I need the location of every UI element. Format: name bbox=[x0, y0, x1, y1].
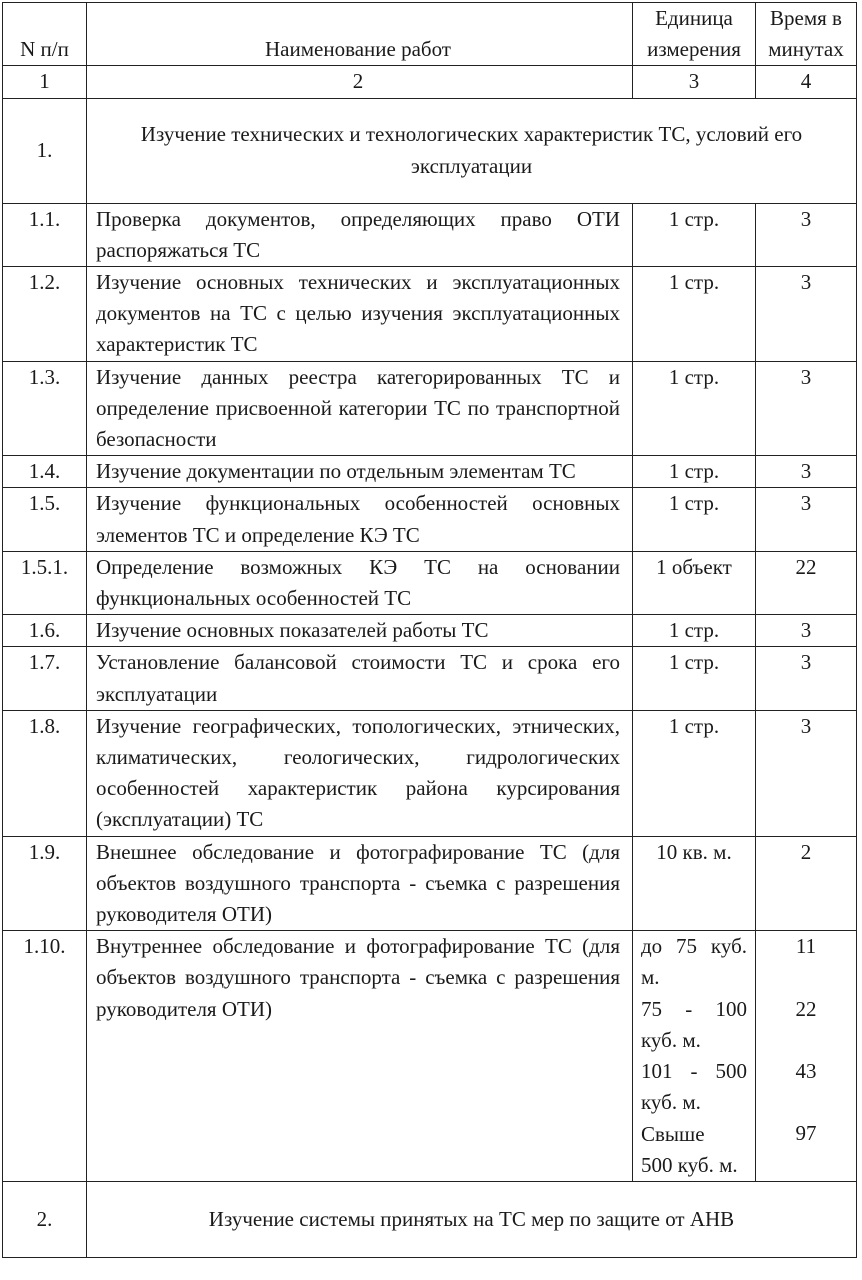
table-row bbox=[3, 488, 857, 551]
section-row bbox=[3, 98, 857, 203]
row-time: 3 bbox=[756, 615, 857, 647]
row-work-name: Изучение функциональных особенностей основных элементов ТС и определение КЭ ТС bbox=[87, 488, 633, 551]
row-work-name: Проверка документов, определяющих право ОТИ распоряжаться ТС bbox=[87, 203, 633, 266]
row-number: 1.1. bbox=[3, 203, 87, 266]
time-tier: 22 bbox=[795, 996, 817, 1021]
unit-tier-line1: 101 - 500 bbox=[641, 1059, 747, 1084]
table-row bbox=[3, 551, 857, 614]
column-number: 1 bbox=[3, 66, 87, 98]
time-tier: 97 bbox=[795, 1121, 817, 1146]
table-row bbox=[3, 836, 857, 931]
row-time: 3 bbox=[756, 710, 857, 836]
column-number: 3 bbox=[633, 66, 756, 98]
row-work-name: Изучение документации по отдельным элементам ТС bbox=[87, 456, 633, 488]
row-unit: 1 стр. bbox=[633, 488, 756, 551]
row-time: 3 bbox=[756, 647, 857, 710]
row-unit: 1 стр. bbox=[633, 710, 756, 836]
unit-tier-line2: 500 куб. м. bbox=[641, 1152, 738, 1177]
row-time: 3 bbox=[756, 203, 857, 266]
time-tier: 11 bbox=[795, 934, 817, 959]
section-row bbox=[3, 1181, 857, 1257]
row-time-list bbox=[756, 931, 857, 1182]
table-row-volume-tiers bbox=[3, 931, 857, 1182]
table-row bbox=[3, 647, 857, 710]
column-number: 2 bbox=[87, 66, 633, 98]
unit-tier-line1: до 75 куб. bbox=[641, 934, 747, 959]
table-row bbox=[3, 710, 857, 836]
row-unit: 1 стр. bbox=[633, 361, 756, 456]
table-row bbox=[3, 615, 857, 647]
header-time-line1: Время в bbox=[770, 6, 842, 30]
row-number: 1.9. bbox=[3, 836, 87, 931]
row-work-name: Изучение данных реестра категорированных ТС и определение присвоенной категории ТС по транспортной безопасности bbox=[87, 361, 633, 456]
row-number: 1.4. bbox=[3, 456, 87, 488]
header-unit bbox=[633, 3, 756, 66]
row-work-name: Установление балансовой стоимости ТС и срока его эксплуатации bbox=[87, 647, 633, 710]
section-number: 2. bbox=[3, 1181, 87, 1257]
row-time: 22 bbox=[756, 551, 857, 614]
table-row bbox=[3, 456, 857, 488]
row-number: 1.2. bbox=[3, 267, 87, 362]
row-unit: 1 стр. bbox=[633, 615, 756, 647]
header-work-name: Наименование работ bbox=[87, 3, 633, 66]
row-number: 1.5. bbox=[3, 488, 87, 551]
row-work-name: Внутреннее обследование и фотографирование ТС (для объектов воздушного транспорта - съемка с разрешения руководителя ОТИ) bbox=[87, 931, 633, 1182]
header-time-line2: минутах bbox=[768, 37, 844, 62]
row-work-name: Изучение географических, топологических, этнических, климатических, геологических, гидрологических особенностей характеристик района курсирования (эксплуатации) ТС bbox=[87, 710, 633, 836]
row-work-name: Изучение основных технических и эксплуатационных документов на ТС с целью изучения эксплуатационных характеристик ТС bbox=[87, 267, 633, 362]
row-number: 1.6. bbox=[3, 615, 87, 647]
row-number: 1.8. bbox=[3, 710, 87, 836]
row-number: 1.5.1. bbox=[3, 551, 87, 614]
row-unit-list bbox=[633, 931, 756, 1182]
column-number: 4 bbox=[756, 66, 857, 98]
row-unit: 1 стр. bbox=[633, 203, 756, 266]
row-unit: 1 стр. bbox=[633, 267, 756, 362]
unit-tier-line2: куб. м. bbox=[641, 1090, 701, 1115]
row-number: 1.3. bbox=[3, 361, 87, 456]
row-unit: 1 объект bbox=[633, 551, 756, 614]
header-unit-line1: Единица bbox=[655, 6, 733, 30]
row-unit: 1 стр. bbox=[633, 456, 756, 488]
header-number: N п/п bbox=[3, 3, 87, 66]
row-time: 3 bbox=[756, 456, 857, 488]
table-header-row bbox=[3, 3, 857, 66]
unit-tier-line1: 75 - 100 bbox=[641, 996, 747, 1021]
row-unit: 10 кв. м. bbox=[633, 836, 756, 931]
row-work-name: Определение возможных КЭ ТС на основании функциональных особенностей ТС bbox=[87, 551, 633, 614]
header-unit-line2: измерения bbox=[647, 37, 741, 62]
time-tier: 43 bbox=[795, 1059, 817, 1084]
unit-tier-line2: м. bbox=[641, 965, 660, 990]
row-number: 1.7. bbox=[3, 647, 87, 710]
row-time: 3 bbox=[756, 267, 857, 362]
column-number-row bbox=[3, 66, 857, 98]
row-time: 2 bbox=[756, 836, 857, 931]
section-title: Изучение системы принятых на ТС мер по защите от АНВ bbox=[87, 1181, 857, 1257]
section-title: Изучение технических и технологических характеристик ТС, условий его эксплуатации bbox=[87, 98, 857, 203]
section-number: 1. bbox=[3, 98, 87, 203]
row-time: 3 bbox=[756, 488, 857, 551]
unit-tier-line1: Свыше bbox=[641, 1121, 705, 1146]
row-number: 1.10. bbox=[3, 931, 87, 1182]
unit-tier-line2: куб. м. bbox=[641, 1027, 701, 1052]
row-unit: 1 стр. bbox=[633, 647, 756, 710]
row-work-name: Изучение основных показателей работы ТС bbox=[87, 615, 633, 647]
row-work-name: Внешнее обследование и фотографирование ТС (для объектов воздушного транспорта - съемка с разрешения руководителя ОТИ) bbox=[87, 836, 633, 931]
row-time: 3 bbox=[756, 361, 857, 456]
table-row bbox=[3, 361, 857, 456]
header-time bbox=[756, 3, 857, 66]
table-row bbox=[3, 267, 857, 362]
table-row bbox=[3, 203, 857, 266]
work-time-table bbox=[2, 2, 857, 1258]
